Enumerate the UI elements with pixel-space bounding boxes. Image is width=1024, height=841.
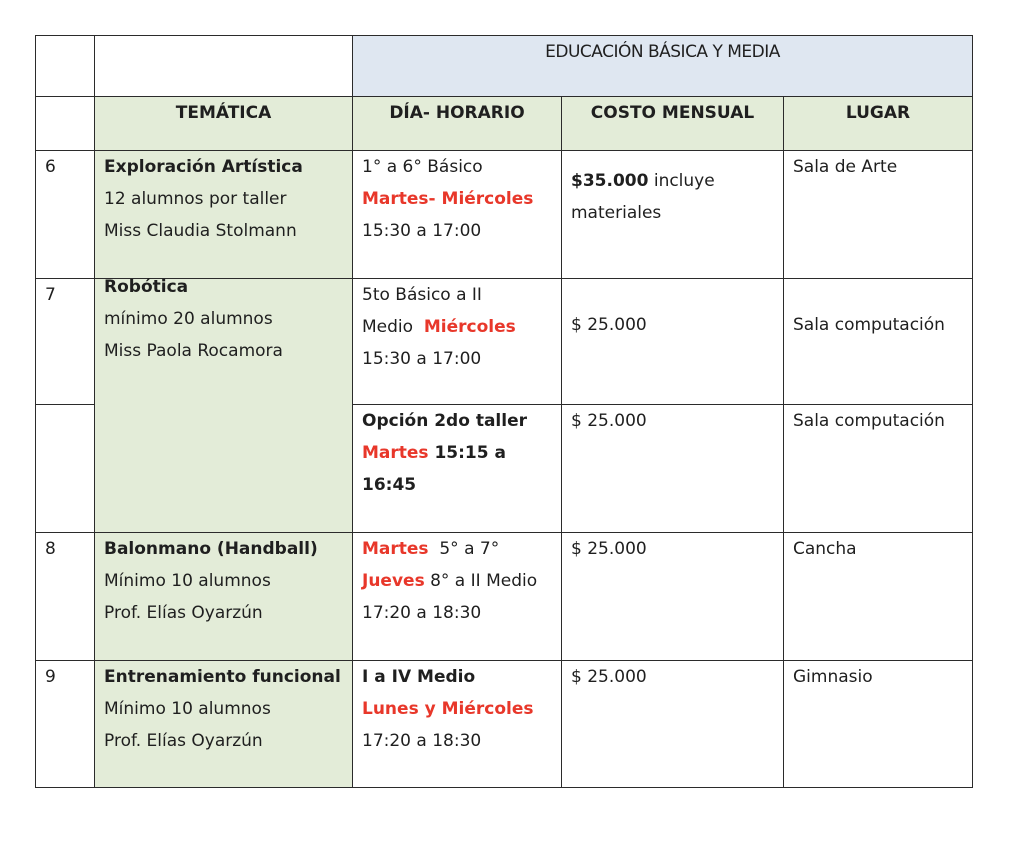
workshop-teacher: Miss Claudia Stolmann (104, 221, 297, 241)
table-title: EDUCACIÓN BÁSICA Y MEDIA (353, 36, 973, 97)
costo-cell: $ 25.000 (562, 533, 784, 661)
empty-num-header (36, 97, 95, 151)
row-number: 6 (36, 151, 95, 279)
workshop-info: Mínimo 10 alumnos (104, 571, 271, 591)
horario-level: I a IV Medio (362, 667, 476, 687)
lugar-cell: Sala de Arte (784, 151, 973, 279)
workshop-teacher: Miss Paola Rocamora (104, 341, 283, 361)
tematica-cell (95, 661, 353, 788)
workshop-info: 12 alumnos por taller (104, 189, 287, 209)
workshop-name: Entrenamiento funcional (104, 667, 341, 687)
table-row (36, 661, 973, 788)
title-row (36, 36, 973, 97)
row-number: 9 (36, 661, 95, 788)
horario-time: 15:30 a 17:00 (362, 349, 482, 369)
workshop-teacher: Prof. Elías Oyarzún (104, 731, 263, 751)
lugar-cell: Sala computación (784, 279, 973, 405)
horario-days: Lunes y Miércoles (362, 699, 534, 719)
horario-days: Martes- Miércoles (362, 189, 534, 209)
horario-cell (353, 151, 562, 279)
header-costo: COSTO MENSUAL (562, 97, 784, 151)
tematica-cell (95, 533, 353, 661)
header-lugar: LUGAR (784, 97, 973, 151)
workshop-info: mínimo 20 alumnos (104, 309, 273, 329)
horario-time: 15:30 a 17:00 (362, 221, 482, 241)
horario-cell (353, 279, 562, 405)
horario-day-2: Jueves (362, 571, 425, 591)
empty-header-cell (95, 36, 353, 97)
costo-cell: $ 25.000 (562, 405, 784, 533)
horario-cell (353, 533, 562, 661)
horario-level-2: 8° a II Medio (424, 571, 538, 591)
tematica-cell (95, 279, 353, 533)
horario-days: Miércoles (423, 317, 516, 337)
lugar-cell: Cancha (784, 533, 973, 661)
empty-corner-cell (36, 36, 95, 97)
workshop-name: Exploración Artística (104, 157, 303, 177)
row-number: 7 (36, 279, 95, 405)
column-header-row (36, 97, 973, 151)
row-number (36, 405, 95, 533)
costo-note: incluye (648, 171, 715, 191)
costo-cell: $ 25.000 (562, 661, 784, 788)
workshop-teacher: Prof. Elías Oyarzún (104, 603, 263, 623)
tematica-cell (95, 151, 353, 279)
costo-cell (562, 151, 784, 279)
table-row (36, 533, 973, 661)
horario-time: 17:20 a 18:30 (362, 603, 482, 623)
workshop-name: Robótica (104, 277, 189, 297)
costo-amount: $35.000 (571, 171, 649, 191)
horario-cell (353, 405, 562, 533)
horario-days: Martes (362, 443, 429, 463)
horario-cell (353, 661, 562, 788)
row-number: 8 (36, 533, 95, 661)
lugar-cell: Sala computación (784, 405, 973, 533)
lugar-cell: Gimnasio (784, 661, 973, 788)
costo-cell: $ 25.000 (562, 279, 784, 405)
horario-level-1: 5° a 7° (428, 539, 500, 559)
horario-time-start: 15:15 a (428, 443, 506, 463)
costo-note-2: materiales (571, 203, 662, 223)
table-row (36, 151, 973, 279)
header-tematica: TEMÁTICA (95, 97, 353, 151)
horario-level-cont: Medio (362, 317, 424, 337)
horario-time-end: 16:45 (362, 475, 417, 495)
workshop-info: Mínimo 10 alumnos (104, 699, 271, 719)
horario-level: 5to Básico a II (362, 285, 482, 305)
schedule-table (35, 35, 973, 788)
workshop-name: Balonmano (Handball) (104, 539, 318, 559)
table-row (36, 279, 973, 405)
horario-day-1: Martes (362, 539, 429, 559)
horario-time: 17:20 a 18:30 (362, 731, 482, 751)
horario-level: 1° a 6° Básico (362, 157, 483, 177)
header-dia-horario: DÍA- HORARIO (353, 97, 562, 151)
horario-option: Opción 2do taller (362, 411, 527, 431)
